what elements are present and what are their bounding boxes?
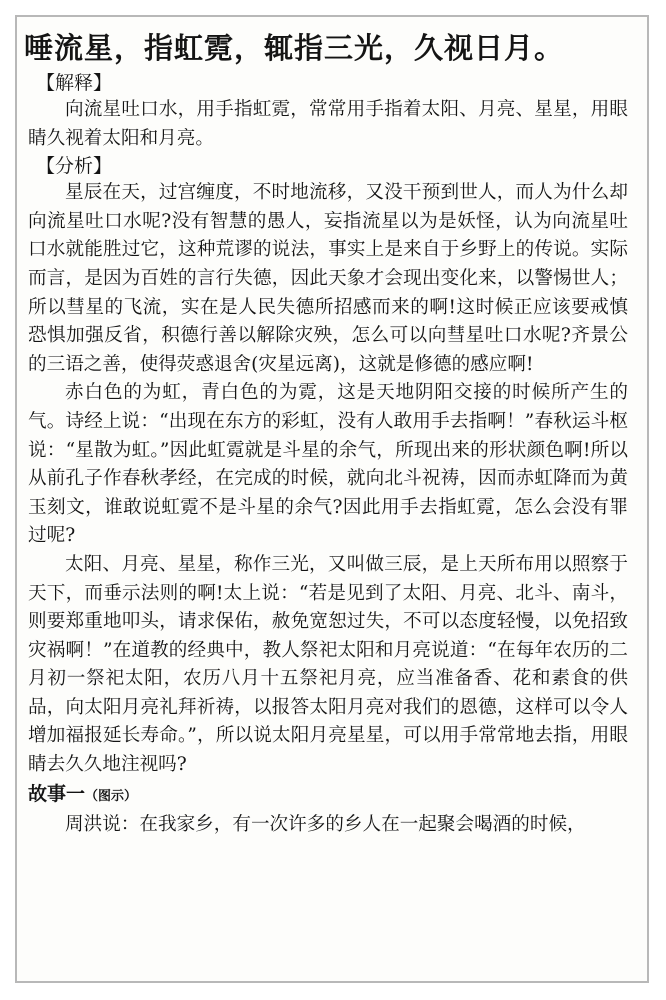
section-heading-explain: 【解释】: [36, 72, 113, 94]
story-paragraph: 周洪说：在我家乡，有一次许多的乡人在一起聚会喝酒的时候，: [65, 813, 586, 835]
document-body: [24, 28, 638, 839]
story-label: 故事一: [28, 782, 86, 805]
analysis-paragraph-3: 太阳、月亮、星星，称作三光，又叫做三辰，是上天所布用以照察于天下，而垂示法则的啊!太上说：“若是见到了太阳、月亮、北斗、南斗，则要郑重地叩头，请求保佑，赦免宽恕过失，不可以态度轻慢，以免招致灾祸啊！”在道教的经典中，教人祭祀太阳和月亮说道：“在每年农历的二月初一祭祀太阳，农历八月十五祭祀月亮，应当准备香、花和素食的供品，向太阳月亮礼拜祈祷，以报答太阳月亮对我们的恩德，这样可以令人增加福报延长寿命。”，所以说太阳月亮星星，可以用手常常地去指，用眼睛去久久地注视吗?: [28, 553, 628, 776]
analysis-paragraph-1: 星辰在天，过宫缠度，不时地流移，又没干预到世人，而人为什么却向流星吐口水呢?没有智慧的愚人，妄指流星以为是妖怪，认为向流星吐口水就能胜过它，这种荒谬的说法，事实上是来自于乡野上的传说。实际而言，是因为百姓的言行失德，因此天象才会现出变化来，以警惕世人；所以彗星的飞流，实在是人民失德所招感而来的啊!这时候正应该要戒慎恐惧加强反省，积德行善以解除灾殃，怎么可以向彗星吐口水呢?齐景公的三语之善，使得荧惑退舍(灾星远离)，这就是修德的感应啊!: [28, 182, 628, 375]
story-sub-label: （图示）: [85, 788, 138, 804]
page-title: 唾流星，指虹霓，辄指三光，久视日月。: [24, 31, 565, 65]
explain-paragraph: 向流星吐口水，用手指虹霓，常常用手指着太阳、月亮、星星，用眼睛久视着太阳和月亮。: [28, 99, 628, 149]
analysis-paragraph-2: 赤白色的为虹，青白色的为霓，这是天地阴阳交接的时候所产生的气。诗经上说：“出现在东方的彩虹，没有人敢用手去指啊！”春秋运斗枢说：“星散为虹。”因此虹霓就是斗星的余气，所现出来的形状颜色啊!所以从前孔子作春秋孝经，在完成的时候，就向北斗祝祷，因而赤虹降而为黄玉刻文，谁敢说虹霓不是斗星的余气?因此用手去指虹霓，怎么会没有罪过呢?: [28, 382, 628, 547]
story-heading: [28, 780, 638, 811]
section-heading-analysis: 【分析】: [36, 155, 113, 178]
